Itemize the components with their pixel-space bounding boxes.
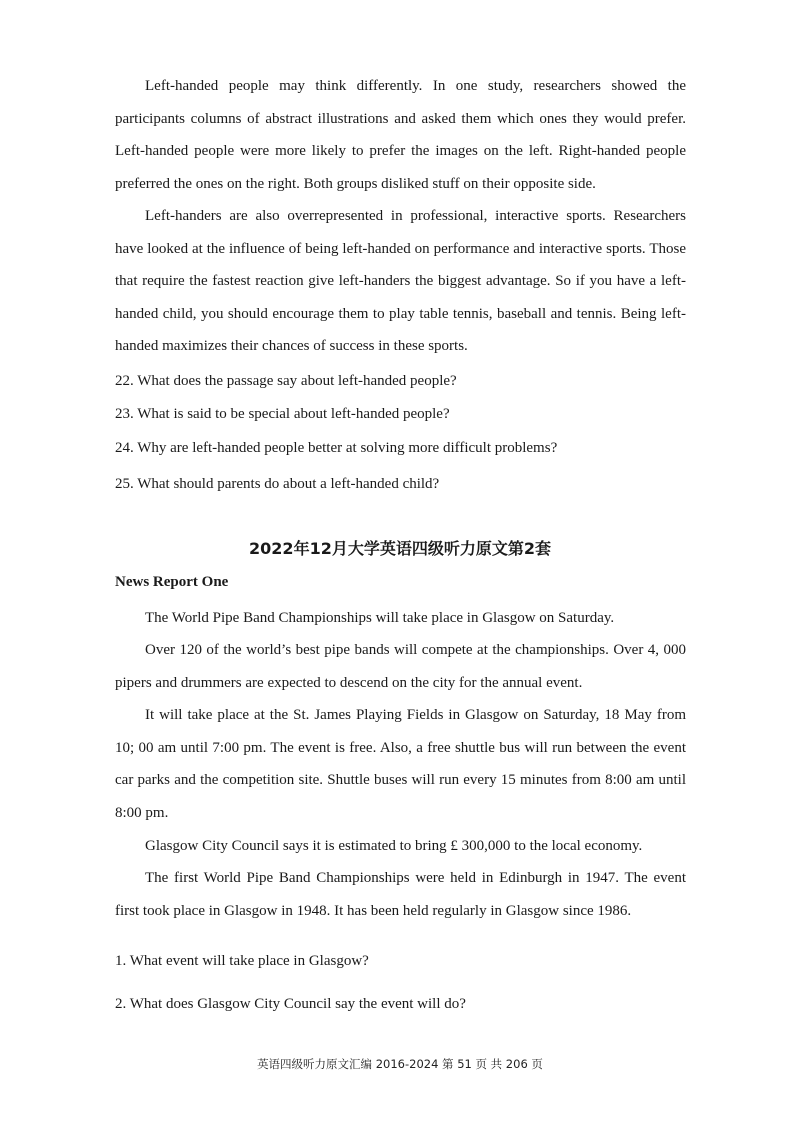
question-24: 24. Why are left-handed people better at solving more difficult problems? xyxy=(115,440,558,456)
question-1: 1. What event will take place in Glasgow? xyxy=(115,953,369,969)
question-2: 2. What does Glasgow City Council say the event will do? xyxy=(115,996,466,1012)
report-paragraph-5: The first World Pipe Band Championships were held in Edinburgh in 1947. The event first took place in Glasgow in 1948. It has been held regularly in Glasgow since 1986. xyxy=(115,870,686,919)
passage-paragraph-2: Left-handers are also overrepresented in professional, interactive sports. Researchers have looked at the influence of being left-handed on performance and interactive sports. Those that require the fastest reaction give left-handers the biggest advantage. So if you have a left-handed child, you should encourage them to play table tennis, baseball and tennis. Being left-handed maximizes their chances of success in these sports. xyxy=(115,208,686,355)
question-23: 23. What is said to be special about left-handed people? xyxy=(115,406,450,422)
section-title: 2022年12月大学英语四级听力原文第2套 xyxy=(249,539,551,558)
news-report-heading: News Report One xyxy=(115,574,229,590)
report-paragraph-2: Over 120 of the world’s best pipe bands will compete at the championships. Over 4, 000 pipers and drummers are expected to descend on the city for the annual event. xyxy=(115,642,686,691)
report-paragraph-3: It will take place at the St. James Playing Fields in Glasgow on Saturday, 18 May from 10; 00 am until 7:00 pm. The event is free. Also, a free shuttle bus will run between the event car parks and the competition site. Shuttle buses will run every 15 minutes from 8:00 am until 8:00 pm. xyxy=(115,707,686,821)
passage-paragraph-1: Left-handed people may think differently. In one study, researchers showed the participants columns of abstract illustrations and asked them which ones they would prefer. Left-handed people were more likely to prefer the images on the left. Right-handed people preferred the ones on the right. Both groups disliked stuff on their opposite side. xyxy=(115,78,686,192)
question-25: 25. What should parents do about a left-handed child? xyxy=(115,476,440,492)
page-footer: 英语四级听力原文汇编 2016-2024 第 51 页 共 206 页 xyxy=(257,1057,543,1071)
report-paragraph-1: The World Pipe Band Championships will take place in Glasgow on Saturday. xyxy=(145,610,615,626)
report-paragraph-4: Glasgow City Council says it is estimated to bring £ 300,000 to the local economy. xyxy=(145,838,643,854)
question-22: 22. What does the passage say about left-handed people? xyxy=(115,373,457,389)
